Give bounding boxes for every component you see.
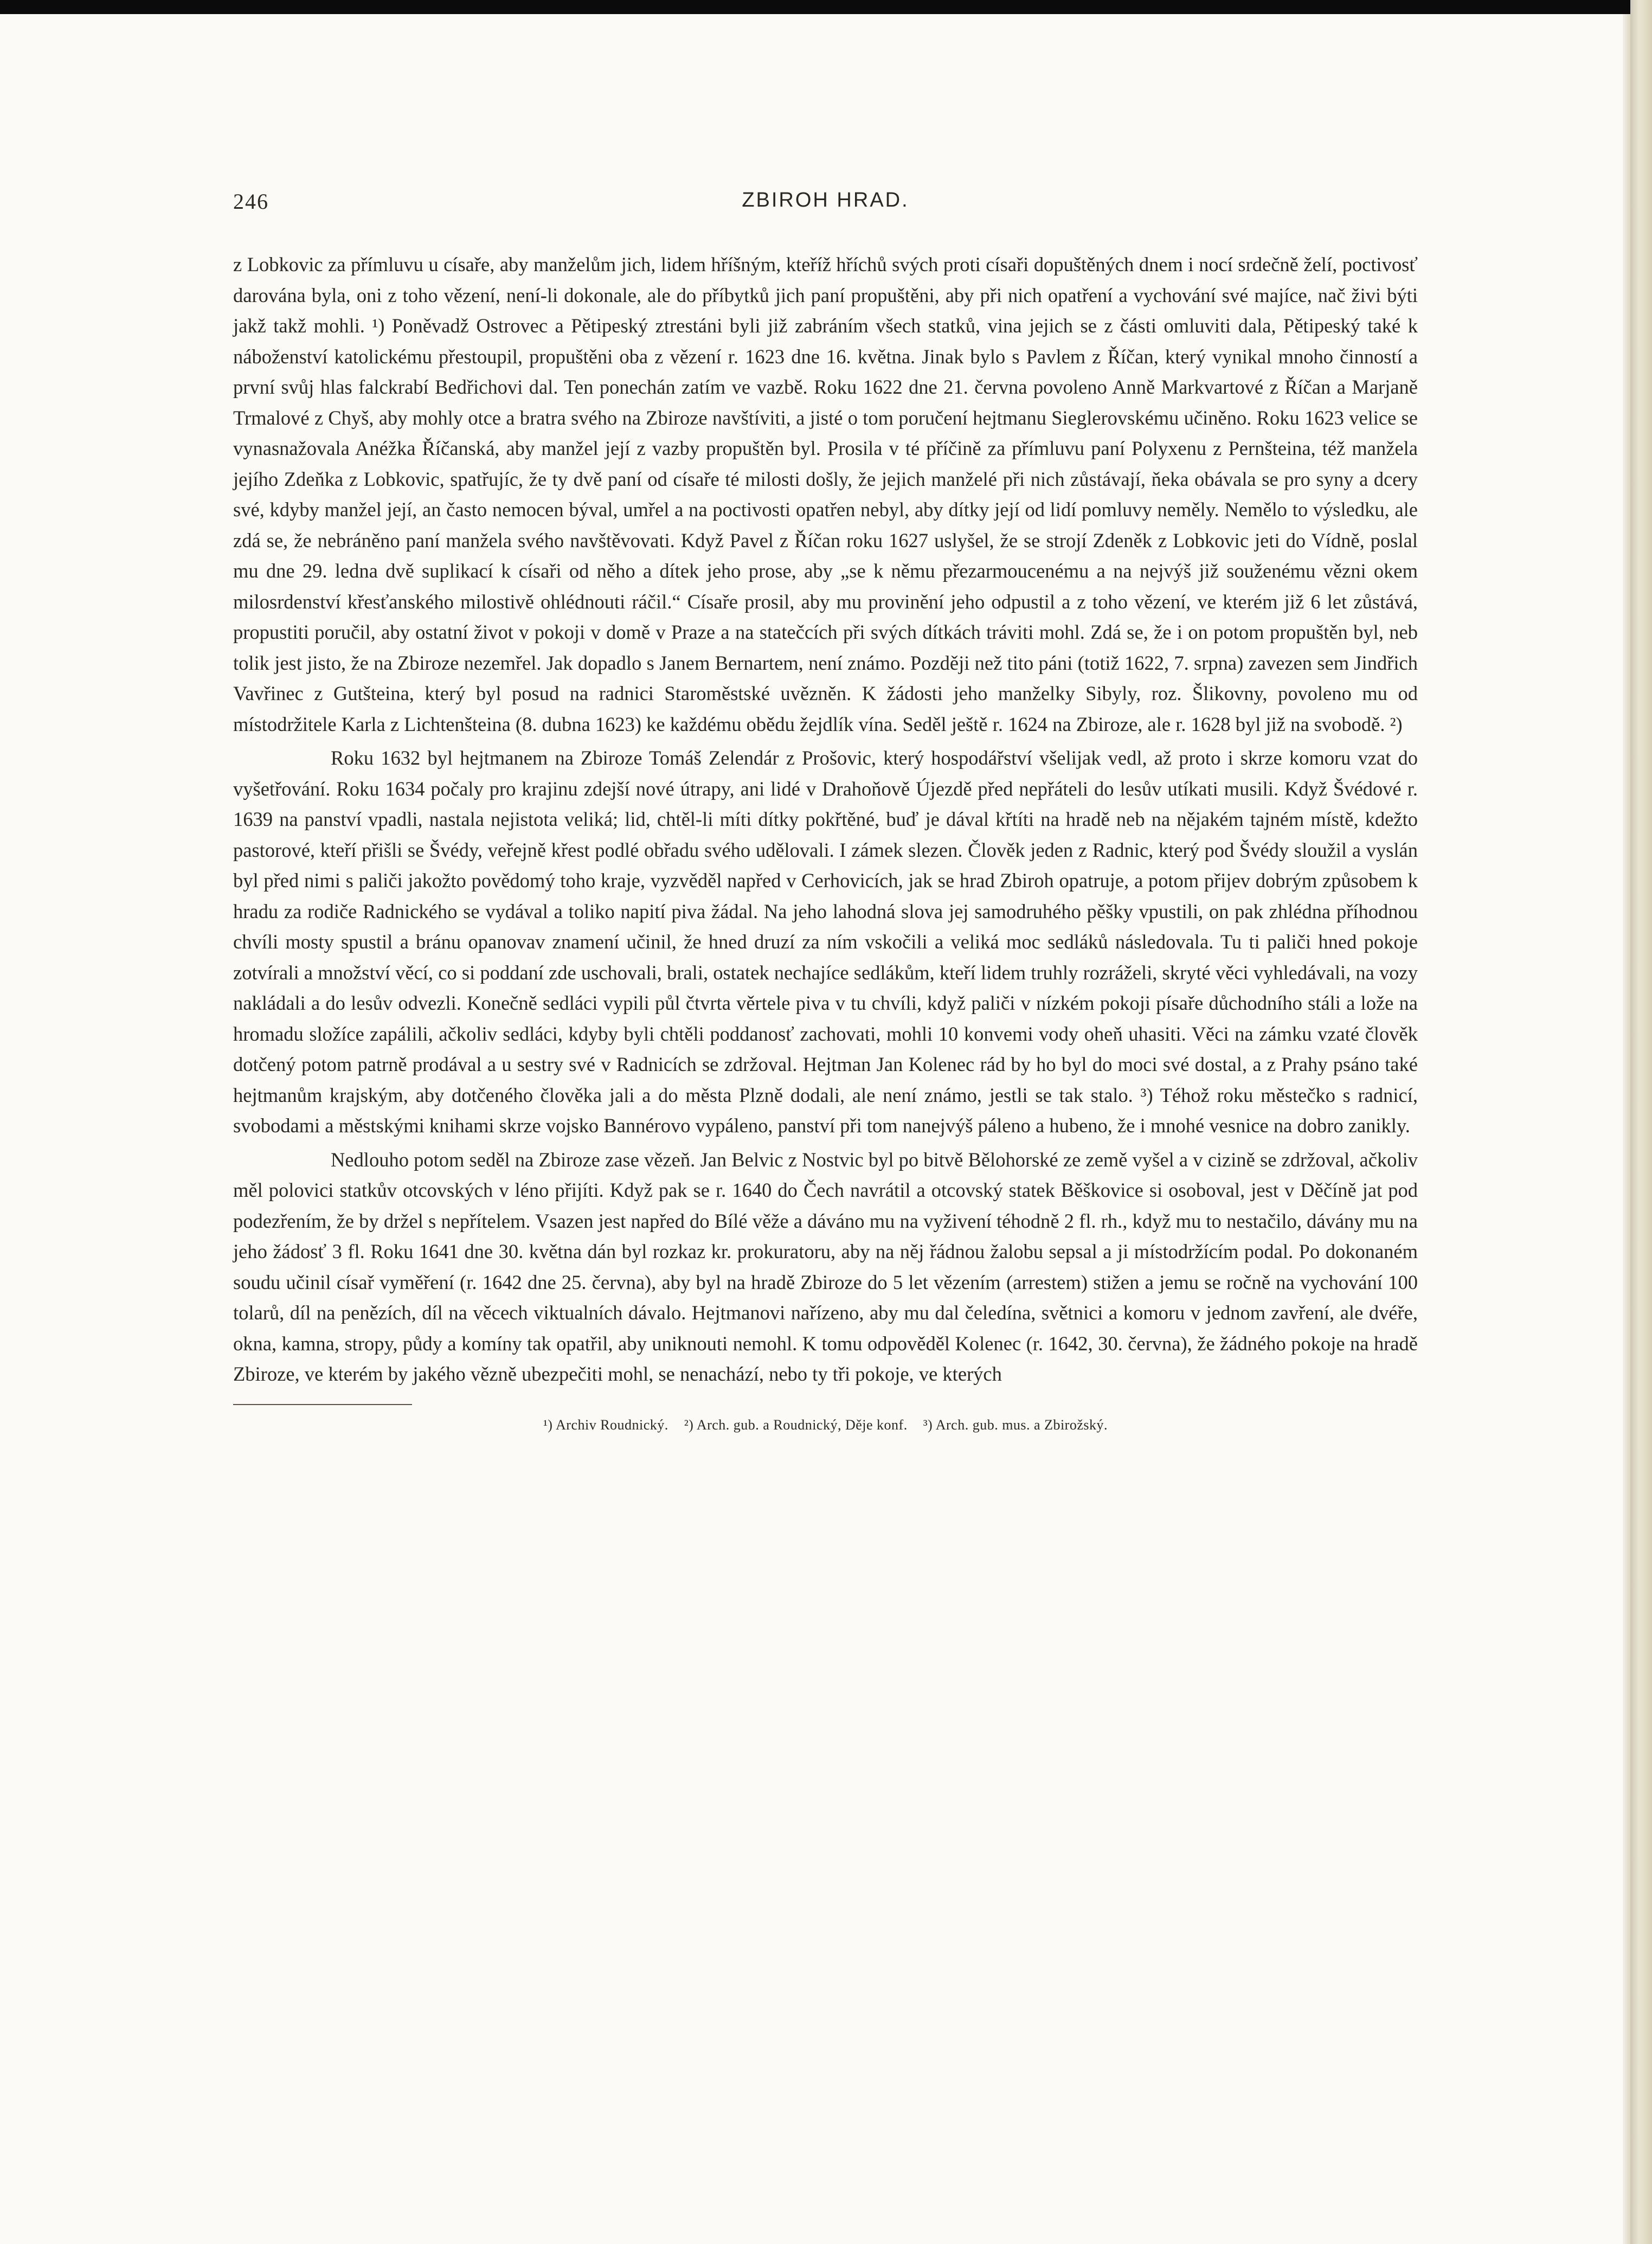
page-number: 246	[233, 189, 269, 214]
paragraph: z Lobkovic za přímluvu u císaře, aby manželům jich, lidem hříšným, kteříž hříchů svých proti císaři dopuštěných dnem i nocí srdečně želí, poctivosť darována byla, oni z toho vězení, není-li dokonale, ale do příbytků jich paní propuštěni, aby při nich opatření a vychování své majíce, nač živi býti jakž takž mohli. ¹) Poněvadž Ostrovec a Pětipeský ztrestáni byli již zabráním všech statků, vina jejich se z části omluviti dala, Pětipeský také k náboženství katolickému přestoupil, propuštěni oba z vězení r. 1623 dne 16. května. Jinak bylo s Pavlem z Říčan, který vynikal mnoho činností a první svůj hlas falckrabí Bedřichovi dal. Ten ponechán zatím ve vazbě. Roku 1622 dne 21. června povoleno Anně Markvartové z Říčan a Marjaně Trmalové z Chyš, aby mohly otce a bratra svého na Zbiroze navštíviti, a jisté o tom poručení hejtmanu Sieglerovskému učiněno. Roku 1623 velice se vynasnažovala Anéžka Říčanská, aby manžel její z vazby propuštěn byl. Prosila v té příčině za přímluvu paní Polyxenu z Pernšteina, též manžela jejího Zdeňka z Lobkovic, spatřujíc, že ty dvě paní od císaře té milosti došly, že jejich manželé při nich zůstávají, ňeka obávala se pro syny a dcery své, kdyby manžel její, an často nemocen býval, umřel a na poctivosti opatřen nebyl, aby dítky její od lidí pomluvy neměly. Nemělo to výsledku, ale zdá se, že nebráněno paní manžela svého navštěvovati. Když Pavel z Říčan roku 1627 uslyšel, že se strojí Zdeněk z Lobkovic jeti do Vídně, poslal mu dne 29. ledna dvě suplikací k císaři od něho a dítek jeho prose, aby „se k němu přezarmoucenému a na nejvýš již souženému vězni okem milosrdenství křesťanského milostivě ohlédnouti ráčil.“ Císaře prosil, aby mu provinění jeho odpustil a z toho vězení, ve kterém již 6 let zůstává, propustiti poručil, aby ostatní život v pokoji v domě v Praze a na statečcích při svých dítkách tráviti mohl. Zdá se, že i on potom propuštěn byl, neb tolik jest jisto, že na Zbiroze nezemřel. Jak dopadlo s Janem Bernartem, není známo. Později než tito páni (totiž 1622, 7. srpna) zavezen sem Jindřich Vavřinec z Gutšteina, který byl posud na radnici Staroměstské uvězněn. K žádosti jeho manželky Sibyly, roz. Šlikovny, povoleno mu od místodržitele Karla z Lichtenšteina (8. dubna 1623) ke každému obědu žejdlík vína. Seděl ještě r. 1624 na Zbiroze, ale r. 1628 byl již na svobodě. ²)	[233, 253, 1418, 735]
footnote-divider	[233, 1404, 412, 1405]
document-page	[233, 184, 1418, 2191]
footnote: ³) Arch. gub. mus. a Zbirožský.	[923, 1416, 1108, 1433]
paragraph: Nedlouho potom seděl na Zbiroze zase vězeň. Jan Belvic z Nostvic byl po bitvě Bělohorské ze země vyšel a v cizině se zdržoval, ačkoliv měl polovici statkův otcovských v léno přijíti. Když pak se r. 1640 do Čech navrátil a otcovský statek Běškovice si osoboval, jest v Děčíně jat pod podezřením, že by držel s nepřítelem. Vsazen jest napřed do Bílé věže a dáváno mu na vyživení téhodně 2 fl. rh., když mu to nestačilo, dávány mu na jeho žádosť 3 fl. Roku 1641 dne 30. května dán byl rozkaz kr. prokuratoru, aby na něj řádnou žalobu sepsal a ji místodržícím podal. Po dokonaném soudu učinil císař vyměření (r. 1642 dne 25. června), aby byl na hradě Zbiroze do 5 let vězením (arrestem) stižen a jemu se ročně na vychování 100 tolarů, díl na penězích, díl na věcech viktualních dávalo. Hejtmanovi nařízeno, aby mu dal čeledína, světnici a komoru v jednom zavření, ale dvéře, okna, kamna, stropy, půdy a komíny tak opatřil, aby uniknouti nemohl. K tomu odpověděl Kolenec (r. 1642, 30. června), že žádného pokoje na hradě Zbiroze, ve kterém by jakého vězně ubezpečiti mohl, se nenachází, nebo ty tři pokoje, ve kterých	[233, 1148, 1418, 1385]
body-text	[233, 249, 1418, 1390]
scan-top-edge	[0, 0, 1652, 14]
footnotes	[233, 1416, 1418, 1434]
footnote: ²) Arch. gub. a Roudnický, Děje konf.	[684, 1416, 908, 1433]
footnote: ¹) Archiv Roudnický.	[543, 1416, 668, 1433]
paragraph: Roku 1632 byl hejtmanem na Zbiroze Tomáš Zelendár z Prošovic, který hospodářství všelijak vedl, až proto i skrze komoru vzat do vyšetřování. Roku 1634 počaly pro krajinu zdejší nové útrapy, ani lidé v Drahoňově Újezdě před nepřáteli do lesův utíkati musili. Když Švédové r. 1639 na panství vpadli, nastala nejistota veliká; lid, chtěl-li míti dítky pokřtěné, buď je dával křtíti na hradě neb na nějakém tajném místě, kdežto pastorové, kteří přišli se Švédy, veřejně křest podlé obřadu svého udělovali. I zámek slezen. Člověk jeden z Radnic, který pod Švédy sloužil a vyslán byl před nimi s paliči jakožto povědomý toho kraje, vyzvěděl napřed v Cerhovicích, jak se hrad Zbiroh opatruje, a potom přijev dobrým způsobem k hradu za rodiče Radnického se vydával a toliko napití piva žádal. Na jeho lahodná slova jej samodruhého pěšky vpustili, on pak zhlédna příhodnou chvíli mosty spustil a bránu opanovav znamení učinil, že hned druzí za ním vskočili a veliká moc sedláků následovala. Tu ti paliči hned pokoje zotvírali a množství věcí, co si poddaní zde uschovali, brali, ostatek nechajíce sedlákům, kteří lidem truhly rozráželi, skryté věci vyhledávali, na vozy nakládali a do lesův odvezli. Konečně sedláci vypili půl čtvrta věrtele piva v tu chvíli, když paliči v nízkém pokoji písaře důchodního stáli a lože na hromadu složíce zapálili, ačkoliv sedláci, kdyby byli chtěli poddanosť zachovati, mohli 10 konvemi vody oheň uhasiti. Věci na zámku vzaté člověk dotčený potom patrně prodával a u sestry své v Radnicích se zdržoval. Hejtman Jan Kolenec rád by ho byl do moci své dostal, a z Prahy psáno také hejtmanům krajským, aby dotčeného člověka jali a do města Plzně dodali, ale není známo, jestli se tak stalo. ³) Téhož roku městečko s radnicí, svobodami a městskými knihami skrze vojsko Bannérovo vypáleno, panství při tom nanejvýš páleno a hubeno, že i mnohé vesnice na dobro zanikly.	[233, 747, 1418, 1137]
running-header	[233, 184, 1418, 228]
page-edge	[1630, 0, 1652, 2244]
page-title: ZBIROH HRAD.	[742, 189, 909, 211]
page-fold-shadow	[1623, 14, 1630, 2244]
